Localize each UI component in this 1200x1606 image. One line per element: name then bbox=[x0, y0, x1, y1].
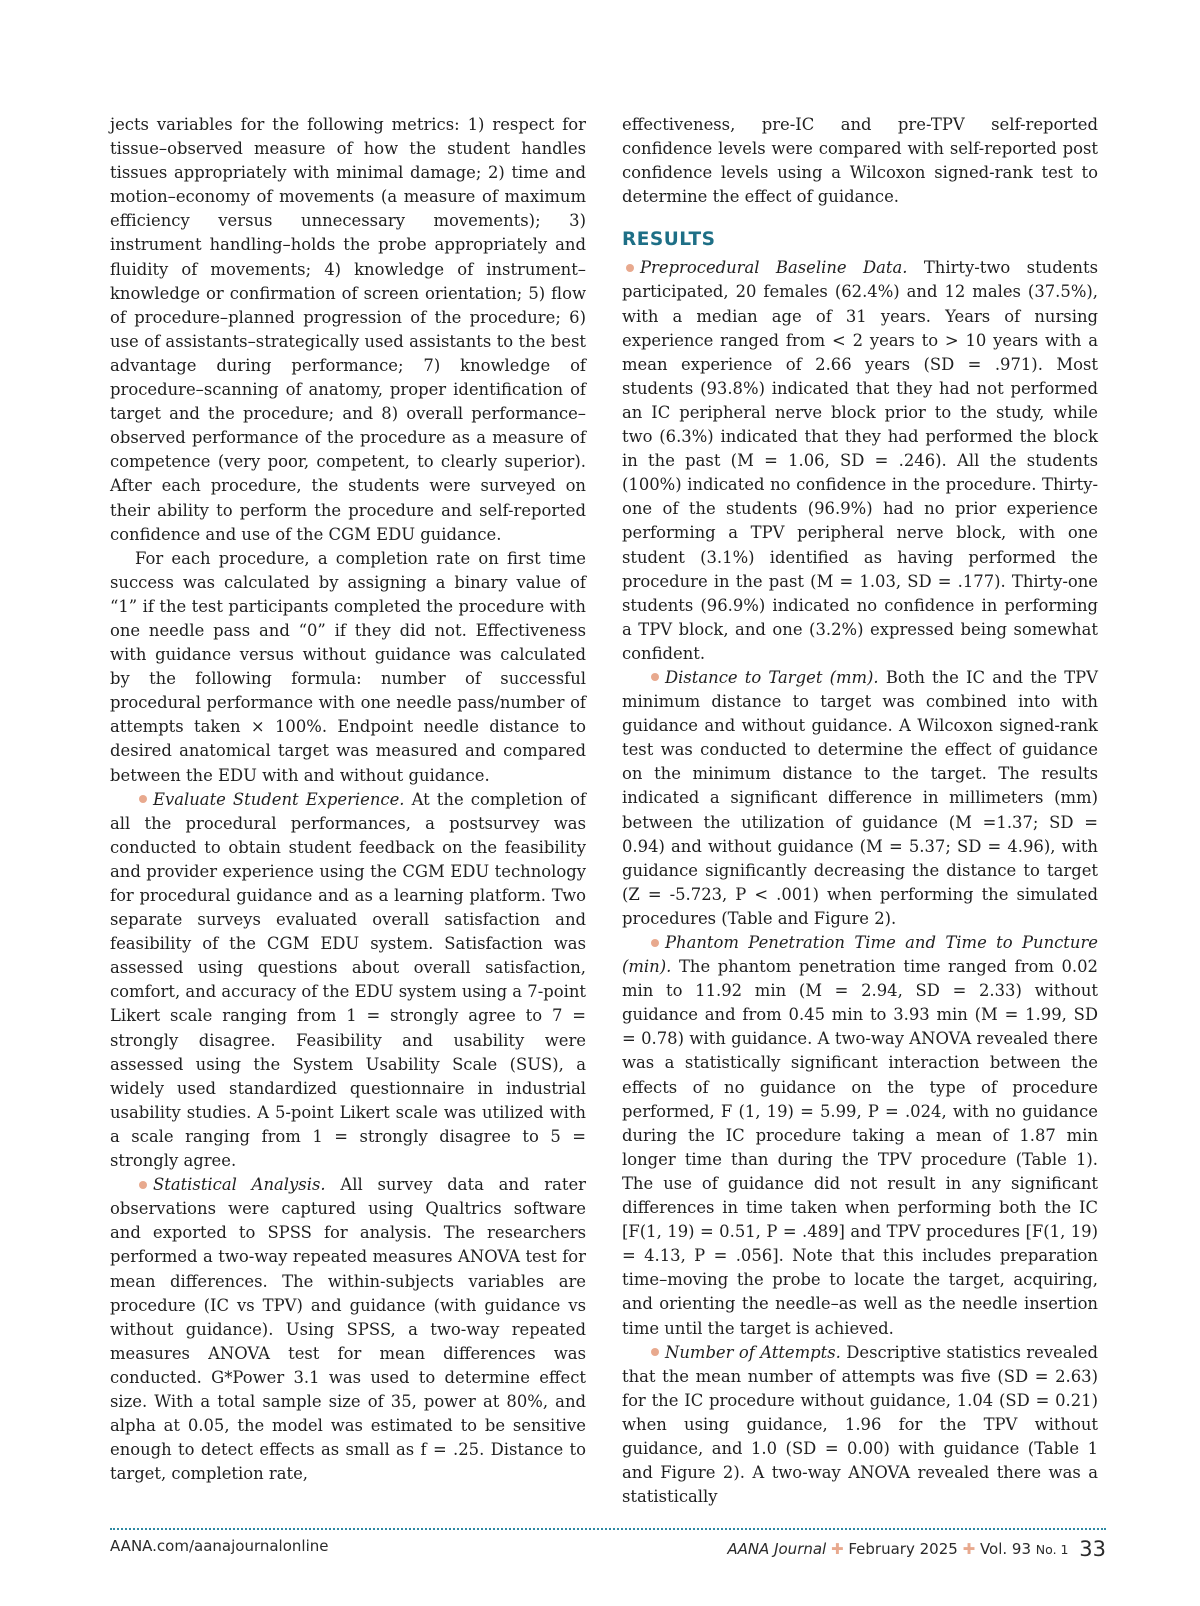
bullet-icon bbox=[651, 673, 659, 681]
footer-volume: Vol. 93 bbox=[979, 1540, 1032, 1558]
footer-issue: No. 1 bbox=[1035, 1542, 1069, 1557]
paragraph-baseline-data bbox=[622, 256, 1098, 666]
footer-divider bbox=[110, 1528, 1106, 1530]
paragraph-metrics: jects variables for the following metrics: 1) respect for tissue–observed measure of how the student handles tissues appropriately with minimal damage; 2) time and motion–economy of movements (a measure of maximum efficiency versus unnecessary movements); 3) instrument handling–holds the probe appropriately and fluidity of movements; 4) knowledge of instrument–knowledge or confirmation of screen orientation; 5) flow of procedure–planned progression of the procedure; 6) use of assistants–strategically used assistants to the best advantage during performance; 7) knowledge of procedure–scanning of anatomy, proper identification of target and the procedure; and 8) overall performance–observed performance of the procedure as a measure of competence (very poor, competent, to clearly superior). After each procedure, the students were surveyed on their ability to perform the procedure and self-reported confidence and use of the CGM EDU guidance. bbox=[110, 115, 586, 544]
paragraph-statistical-analysis bbox=[110, 1173, 586, 1486]
bullet-icon bbox=[651, 939, 659, 947]
paragraph-number-of-attempts bbox=[622, 1341, 1098, 1510]
run-in-heading-penetration-time: Phantom Penetration Time and Time to Puncture (min). bbox=[622, 933, 1098, 977]
paragraph-text: Descriptive statistics revealed that the mean number of attempts was five (SD = 2.63) for the IC procedure without guidance, 1.04 (SD = 0.21) when using guidance, 1.96 for the TPV without guidance, and 1.0 (SD = 0.00) with guidance (Table 1 and Figure 2). A two-way ANOVA revealed there was a statistically bbox=[622, 1342, 1098, 1507]
footer-citation bbox=[727, 1537, 1106, 1561]
bullet-icon bbox=[626, 264, 634, 272]
paragraph-text: Both the IC and the TPV minimum distance to target was combined into with guidance and without guidance. A Wilcoxon signed-rank test was conducted to determine the effect of guidance on the minimum distance to the target. The results indicated a significant difference in millimeters (mm) between the utilization of guidance (M =1.37; SD = 0.94) and without guidance (M = 5.37; SD = 4.96), with guidance significantly decreasing the distance to target (Z = -5.723, P < .001) when performing the simulated procedures (Table and Figure 2). bbox=[622, 667, 1098, 928]
left-column bbox=[110, 113, 586, 1486]
plus-separator-icon: ✚ bbox=[831, 1540, 844, 1558]
bullet-icon bbox=[139, 795, 147, 803]
run-in-heading-baseline-data: Preprocedural Baseline Data. bbox=[640, 258, 908, 278]
paragraph-text: At the completion of all the procedural performances, a postsurvey was conducted to obtain student feedback on the feasibility and provider experience using the CGM EDU technology for procedural guidance and as a learning platform. Two separate surveys evaluated overall satisfaction and feasibility of the CGM EDU system. Satisfaction was assessed using questions about overall satisfaction, comfort, and accuracy of the EDU system using a 7-point Likert scale ranging from 1 = strongly agree to 7 = strongly disagree. Feasibility and usability were assessed using the System Usability Scale (SUS), a widely used standardized questionnaire in industrial usability studies. A 5-point Likert scale was utilized with a scale ranging from 1 = strongly disagree to 5 = strongly agree. bbox=[110, 789, 586, 1171]
paragraph-effectiveness: effectiveness, pre-IC and pre-TPV self-reported confidence levels were compared with self-reported post confidence levels using a Wilcoxon signed-rank test to determine the effect of guidance. bbox=[622, 115, 1098, 207]
run-in-heading-statistical-analysis: Statistical Analysis. bbox=[153, 1175, 326, 1195]
plus-separator-icon: ✚ bbox=[962, 1540, 976, 1558]
right-column bbox=[622, 113, 1098, 1509]
paragraph-text: All survey data and rater observations were captured using Qualtrics software and exported to SPSS for analysis. The researchers performed a two-way repeated measures ANOVA test for mean differences. The within-subjects variables are procedure (IC vs TPV) and guidance (with guidance vs without guidance). Using SPSS, a two-way repeated measures ANOVA test for mean differences was conducted. G*Power 3.1 was used to determine effect size. With a total sample size of 35, power at 80%, and alpha at 0.05, the model was estimated to be sensitive enough to detect effects as small as f = .25. Distance to target, completion rate, bbox=[110, 1175, 586, 1484]
paragraph-completion-rate: For each procedure, a completion rate on first time success was calculated by assigning a binary value of “1” if the test participants completed the procedure with one needle pass and “0” if they did not. Effectiveness with guidance versus without guidance was calculated by the following formula: number of successful procedural performance with one needle pass/number of attempts taken × 100%. Endpoint needle distance to desired anatomical target was measured and compared between the EDU with and without guidance. bbox=[110, 548, 586, 785]
bullet-icon bbox=[651, 1348, 659, 1356]
paragraph-distance-to-target bbox=[622, 666, 1098, 931]
paragraph-text: Thirty-two students participated, 20 females (62.4%) and 12 males (37.5%), with a median age of 31 years. Years of nursing experience ranged from < 2 years to > 10 years with a mean experience of 2.66 years (SD = .971). Most students (93.8%) indicated that they had not performed an IC peripheral nerve block prior to the study, while two (6.3%) indicated that they had performed the block in the past (M = 1.06, SD = .246). All the students (100%) indicated no confidence in the procedure. Thirty-one of the students (96.9%) had no prior experience performing a TPV peripheral nerve block, with one student (3.1%) identified as having performed the procedure in the past (M = 1.03, SD = .177). Thirty-one students (96.9%) indicated no confidence in performing a TPV block, and one (3.2%) expressed being somewhat confident. bbox=[622, 258, 1098, 663]
paragraph-student-experience bbox=[110, 788, 586, 1174]
footer-date: February 2025 bbox=[848, 1540, 958, 1558]
paragraph-penetration-time bbox=[622, 931, 1098, 1341]
footer-website-link[interactable]: AANA.com/aanajournalonline bbox=[110, 1537, 329, 1555]
bullet-icon bbox=[139, 1181, 147, 1189]
run-in-heading-student-experience: Evaluate Student Experience. bbox=[153, 789, 405, 809]
page-number: 33 bbox=[1079, 1537, 1106, 1561]
run-in-heading-number-of-attempts: Number of Attempts. bbox=[665, 1342, 841, 1362]
paragraph-text: The phantom penetration time ranged from 0.02 min to 11.92 min (M = 2.94, SD = 2.33) without guidance and from 0.45 min to 3.93 min (M = 1.99, SD = 0.78) with guidance. A two-way ANOVA revealed there was a statistically significant interaction between the effects of no guidance on the type of procedure performed, F (1, 19) = 5.99, P = .024, with no guidance during the IC procedure taking a mean of 1.87 min longer time than during the TPV procedure (Table 1). The use of guidance did not result in any significant differences in time taken when performing both the IC [F(1, 19) = 0.51, P = .489] and TPV procedures [F(1, 19) = 4.13, P = .056]. Note that this includes preparation time–moving the probe to locate the target, acquiring, and orienting the needle–as well as the needle insertion time until the target is achieved. bbox=[622, 957, 1098, 1338]
footer-journal-name: AANA Journal bbox=[727, 1540, 827, 1558]
run-in-heading-distance-to-target: Distance to Target (mm). bbox=[665, 667, 879, 687]
section-heading-results: RESULTS bbox=[622, 229, 716, 251]
